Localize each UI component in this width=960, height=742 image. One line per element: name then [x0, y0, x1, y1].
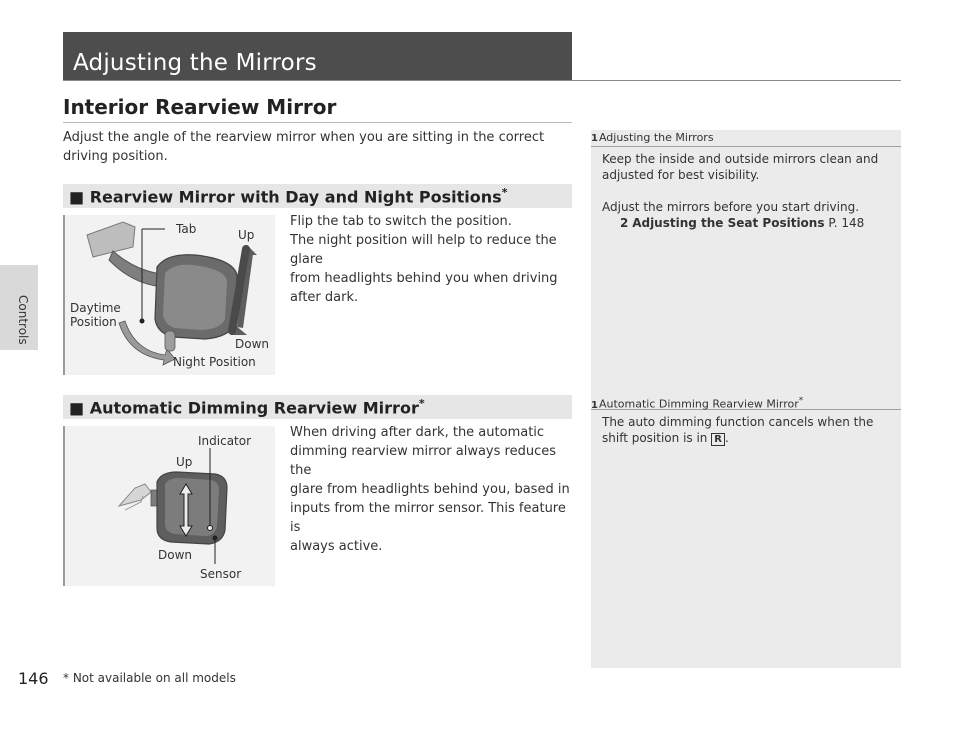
day-night-body: [290, 212, 574, 307]
note-text: The auto dimming function cancels when the shift position is in: [602, 415, 874, 445]
body-line: after dark.: [290, 290, 359, 305]
chapter-label: Controls: [16, 295, 30, 345]
note-number: 1: [591, 133, 598, 144]
note-text-end: .: [724, 431, 729, 445]
figure-label-night: Night Position: [173, 355, 256, 369]
note-title: Automatic Dimming Rearview Mirror: [598, 397, 799, 411]
reference-page: P. 148: [828, 216, 865, 230]
body-line: inputs from the mirror sensor. This feature is: [290, 501, 566, 535]
note-auto-dimming: [591, 393, 901, 462]
subheading-marker: ■: [69, 398, 85, 418]
asterisk: *: [418, 397, 425, 410]
note-heading: [591, 393, 901, 410]
subheading-title: Automatic Dimming Rearview Mirror: [89, 398, 419, 418]
auto-dimming-body: [290, 423, 574, 556]
note-heading: [591, 130, 901, 147]
note-title: Adjusting the Mirrors: [598, 131, 714, 144]
gear-r-icon: R: [711, 433, 725, 446]
header-rule: [63, 80, 901, 81]
figure-label-down: Down: [235, 337, 270, 351]
figure-label-position: Position: [70, 315, 117, 329]
cross-reference-link[interactable]: [620, 215, 891, 231]
figure-label-down: Down: [158, 548, 193, 562]
section-intro: Adjust the angle of the rearview mirror when you are sitting in the correct driving position.: [63, 130, 545, 164]
body-line: The night position will help to reduce the glare: [290, 233, 557, 267]
figure-label-indicator: Indicator: [198, 434, 252, 448]
figure-label-daytime: Daytime: [70, 301, 121, 315]
figure-label-sensor: Sensor: [200, 567, 242, 581]
subheading-day-night: [63, 184, 572, 208]
figure-label-tab: Tab: [176, 222, 197, 236]
reference-icon: 2: [620, 216, 629, 230]
page-title: Adjusting the Mirrors: [73, 50, 317, 76]
auto-dimming-mirror-illustration: [65, 426, 275, 586]
asterisk: *: [501, 186, 508, 199]
header-banner: [63, 32, 572, 80]
body-line: from headlights behind you when driving: [290, 271, 558, 286]
body-line: When driving after dark, the automatic: [290, 425, 545, 440]
asterisk: *: [798, 396, 804, 406]
day-night-mirror-figure: [63, 215, 275, 375]
figure-label-up: Up: [238, 228, 255, 242]
section-title: Interior Rearview Mirror: [63, 95, 337, 119]
body-line: glare from headlights behind you, based in: [290, 482, 570, 497]
section-rule: [63, 122, 572, 123]
body-line: always active.: [290, 539, 383, 554]
subheading-auto-dimming: [63, 395, 572, 419]
reference-title: Adjusting the Seat Positions: [632, 216, 825, 230]
figure-label-up: Up: [176, 455, 193, 469]
subheading-title: Rearview Mirror with Day and Night Positions: [89, 187, 502, 207]
page-number: 146: [18, 669, 49, 688]
note-number: 1: [591, 399, 598, 411]
note-text: Keep the inside and outside mirrors clean and adjusted for best visibility.: [602, 152, 879, 182]
auto-dimming-mirror-figure: [63, 426, 275, 586]
note-text: Adjust the mirrors before you start driving.: [602, 200, 860, 214]
footnote: * Not available on all models: [63, 671, 236, 685]
note-adjusting-mirrors: [591, 130, 901, 231]
body-line: dimming rearview mirror always reduces the: [290, 444, 556, 478]
body-line: Flip the tab to switch the position.: [290, 214, 512, 229]
subheading-marker: ■: [69, 187, 85, 207]
